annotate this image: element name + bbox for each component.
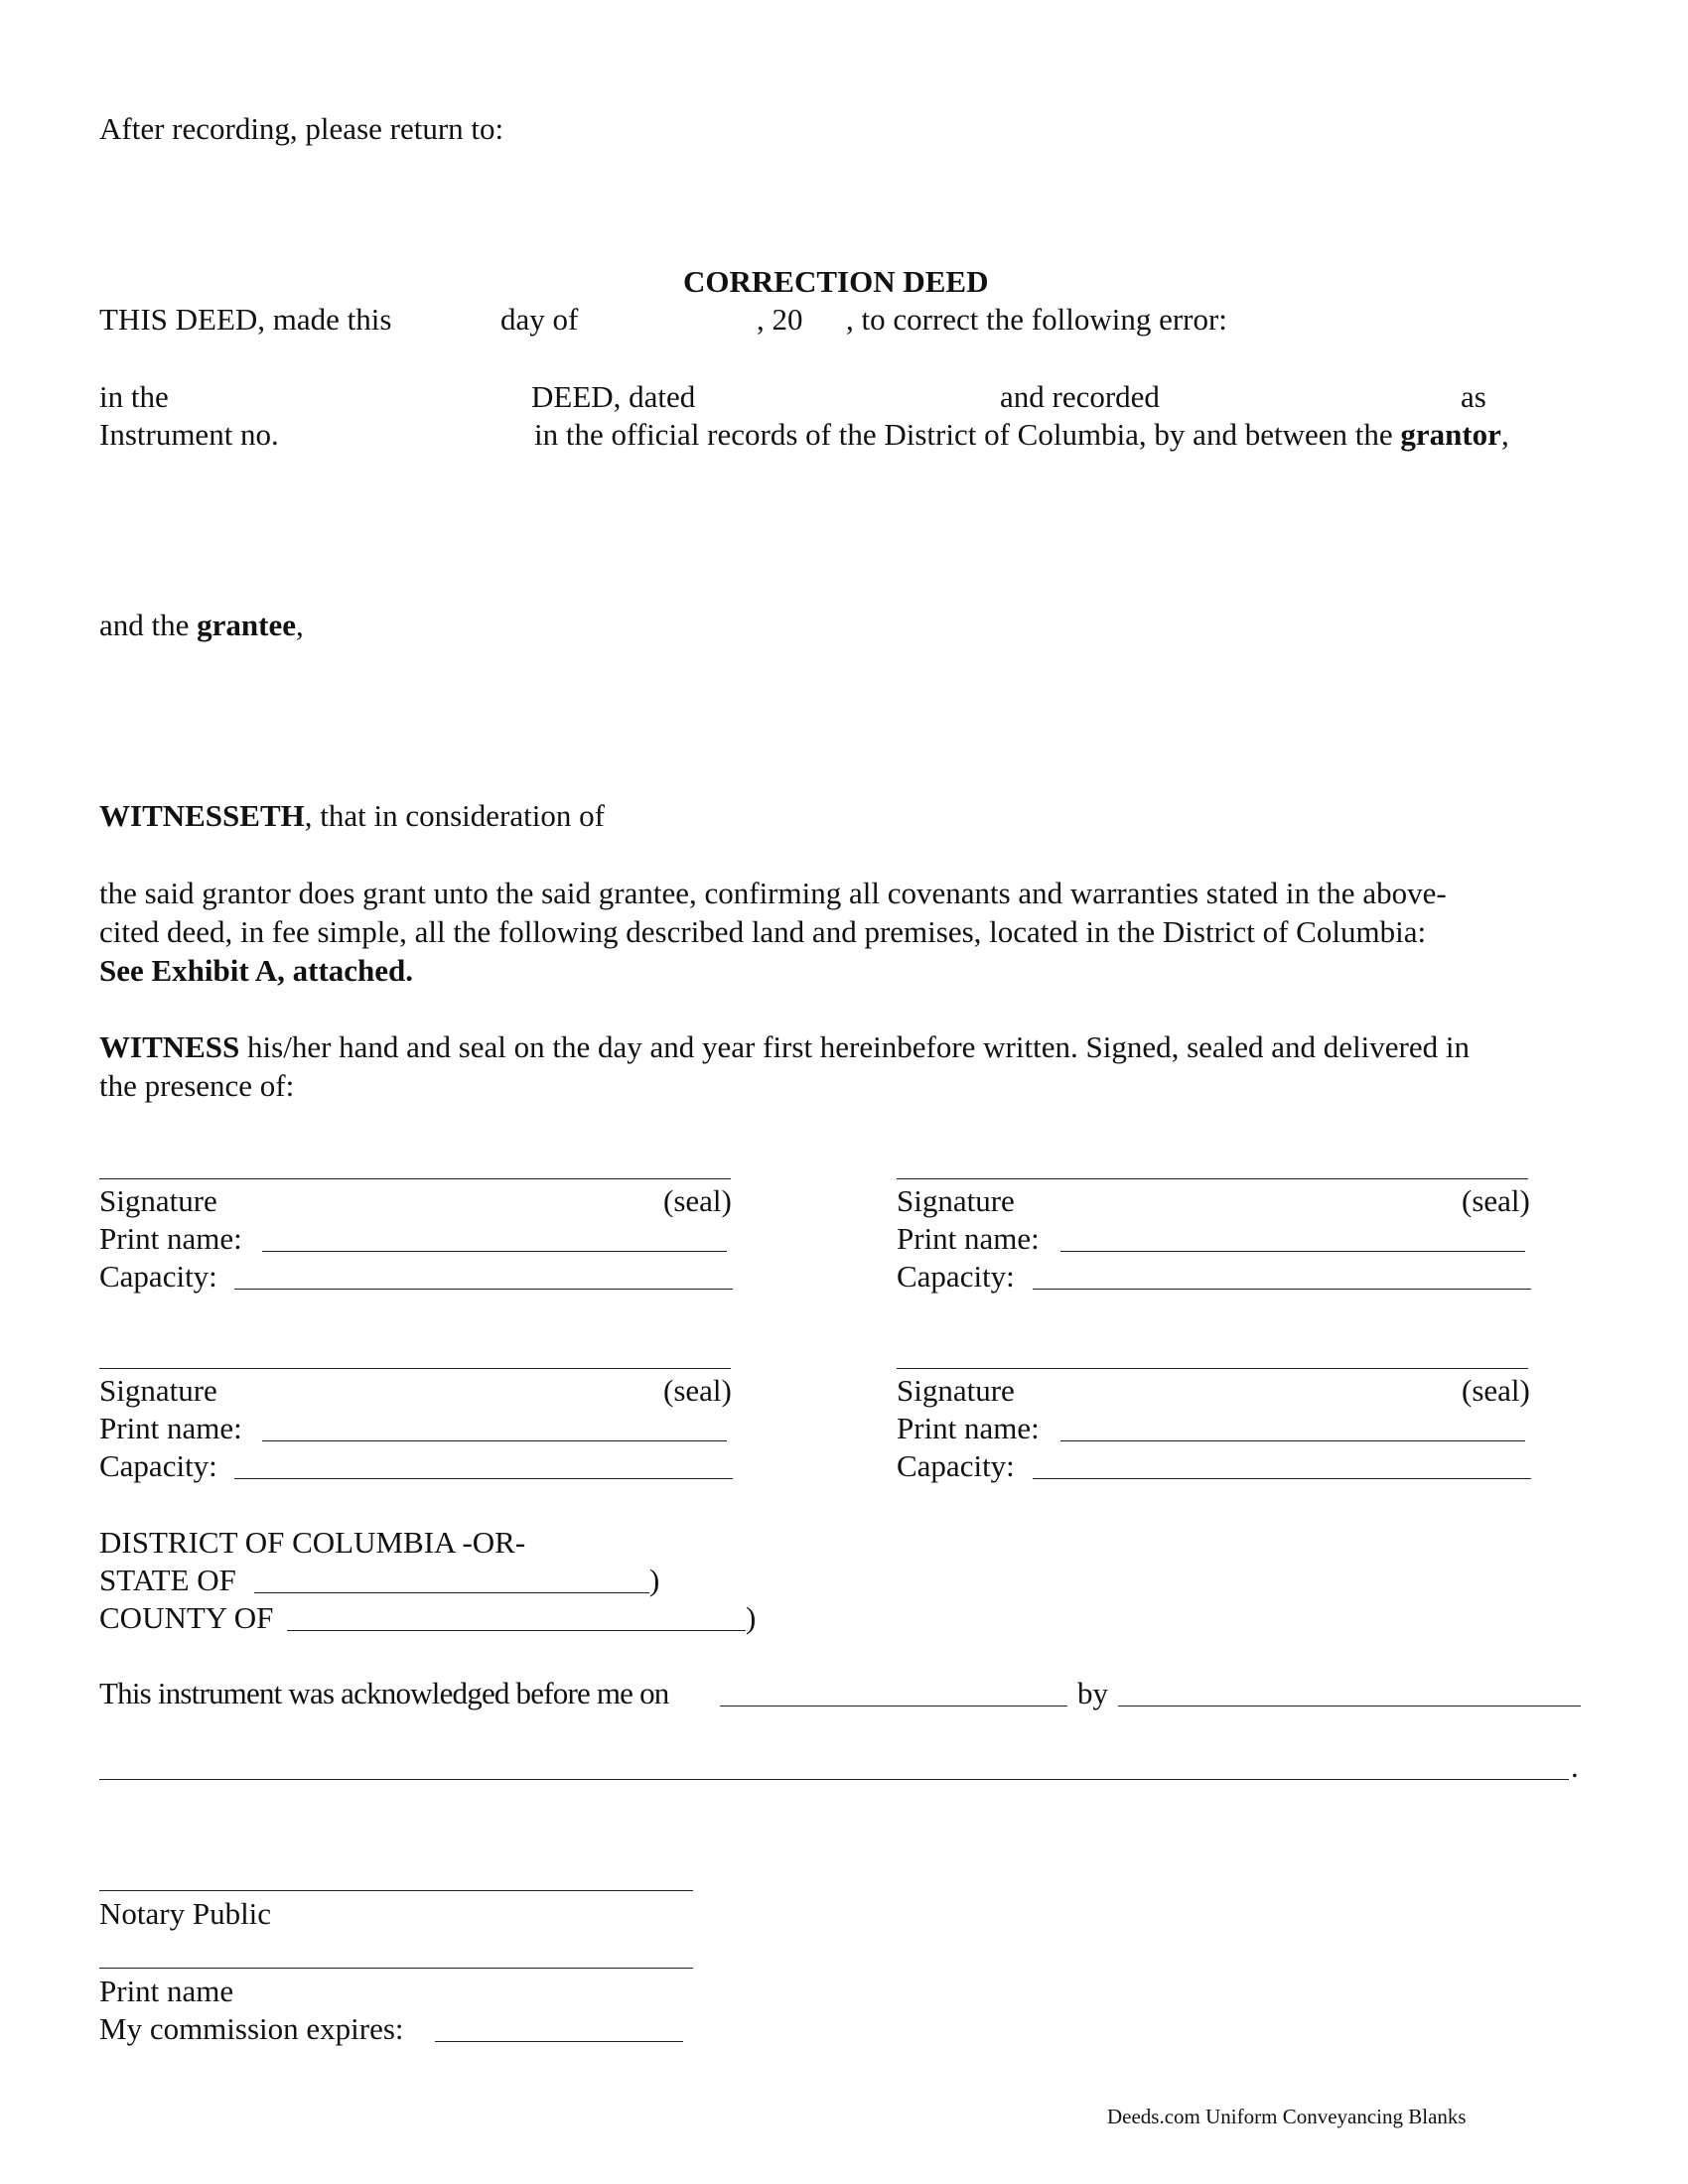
grantee-comma: , — [295, 608, 304, 642]
capacity-field-1[interactable] — [234, 1289, 733, 1290]
intro-this-deed: THIS DEED, made this — [99, 302, 392, 337]
ref-and-recorded: and recorded — [1000, 379, 1160, 414]
witnesseth-rest: , that in consideration of — [304, 798, 605, 833]
print-name-field-2[interactable] — [1060, 1251, 1525, 1252]
document-title: CORRECTION DEED — [683, 264, 989, 299]
venue-county-paren: ) — [746, 1600, 757, 1635]
witness-line1 — [99, 1029, 1470, 1065]
venue-state-label: STATE OF — [99, 1563, 236, 1597]
signature-label-3: Signature — [99, 1373, 217, 1408]
grantee-prefix: and the — [99, 608, 190, 642]
intro-year-prefix: , 20 — [757, 302, 803, 337]
signature-label-1: Signature — [99, 1183, 217, 1218]
notary-print-name-line[interactable] — [99, 1968, 693, 1969]
print-name-label-2: Print name: — [897, 1221, 1040, 1256]
footer-brand: Deeds.com Uniform Conveyancing Blanks — [1107, 2105, 1467, 2128]
capacity-label-1: Capacity: — [99, 1259, 217, 1294]
seal-label-2: (seal) — [1462, 1183, 1530, 1218]
signature-line-1[interactable] — [99, 1178, 731, 1179]
capacity-field-3[interactable] — [234, 1478, 733, 1479]
seal-label-1: (seal) — [663, 1183, 732, 1218]
witness-line2: the presence of: — [99, 1068, 295, 1103]
capacity-field-4[interactable] — [1033, 1478, 1531, 1479]
witness-word: WITNESS — [99, 1029, 240, 1064]
exhibit-reference: See Exhibit A, attached. — [99, 953, 414, 988]
print-name-label-3: Print name: — [99, 1411, 242, 1445]
return-to-label: After recording, please return to: — [99, 111, 504, 146]
print-name-field-3[interactable] — [262, 1440, 727, 1441]
print-name-label-1: Print name: — [99, 1221, 242, 1256]
capacity-label-2: Capacity: — [897, 1259, 1015, 1294]
print-name-label-4: Print name: — [897, 1411, 1040, 1445]
ref-in-the: in the — [99, 379, 169, 414]
notary-commission-label: My commission expires: — [99, 2011, 404, 2046]
intro-day-of: day of — [500, 302, 579, 337]
witness-line1-rest: his/her hand and seal on the day and year first hereinbefore written. Signed, sealed and delivered in — [247, 1029, 1470, 1064]
capacity-label-3: Capacity: — [99, 1448, 217, 1483]
witnesseth-line — [99, 798, 605, 834]
notary-signature-line[interactable] — [99, 1890, 693, 1891]
seal-label-3: (seal) — [663, 1373, 732, 1408]
ref-as: as — [1461, 379, 1486, 414]
acknowledgment-by: by — [1077, 1676, 1108, 1710]
signature-line-3[interactable] — [99, 1368, 731, 1369]
witnesseth-word: WITNESSETH — [99, 798, 305, 833]
venue-county-field[interactable] — [287, 1630, 746, 1631]
intro-correct: , to correct the following error: — [846, 302, 1227, 337]
acknowledgment-text: This instrument was acknowledged before me on — [99, 1676, 669, 1710]
grantee-label: grantee — [197, 608, 296, 642]
venue-district: DISTRICT OF COLUMBIA -OR- — [99, 1525, 526, 1560]
signature-line-4[interactable] — [897, 1368, 1528, 1369]
capacity-field-2[interactable] — [1033, 1289, 1531, 1290]
venue-state-paren: ) — [649, 1563, 660, 1597]
grantor-comma: , — [1500, 417, 1509, 452]
grant-clause-line1: the said grantor does grant unto the said grantee, confirming all covenants and warranties stated in the above- — [99, 876, 1447, 910]
seal-label-4: (seal) — [1462, 1373, 1530, 1408]
acknowledgment-period: . — [1571, 1749, 1579, 1784]
print-name-field-1[interactable] — [262, 1251, 727, 1252]
notary-public-label: Notary Public — [99, 1896, 272, 1931]
grantor-label: grantor — [1400, 417, 1501, 452]
ref-deed-dated: DEED, dated — [531, 379, 696, 414]
acknowledgment-continuation-field[interactable] — [99, 1779, 1569, 1780]
signature-label-2: Signature — [897, 1183, 1015, 1218]
venue-state-field[interactable] — [254, 1592, 649, 1593]
signature-line-2[interactable] — [897, 1178, 1528, 1179]
venue-county-label: COUNTY OF — [99, 1600, 274, 1635]
signature-label-4: Signature — [897, 1373, 1015, 1408]
notary-commission-field[interactable] — [435, 2041, 683, 2042]
grantee-line — [99, 608, 304, 643]
notary-print-name-label: Print name — [99, 1974, 234, 2008]
ref-instrument-no: Instrument no. — [99, 417, 279, 452]
ref-records-text: in the official records of the District of Columbia, by and between the — [534, 417, 1393, 452]
print-name-field-4[interactable] — [1060, 1440, 1525, 1441]
capacity-label-4: Capacity: — [897, 1448, 1015, 1483]
ref-records-line — [534, 417, 1509, 453]
grant-clause-line2: cited deed, in fee simple, all the following described land and premises, located in the District of Columbia: — [99, 914, 1427, 949]
